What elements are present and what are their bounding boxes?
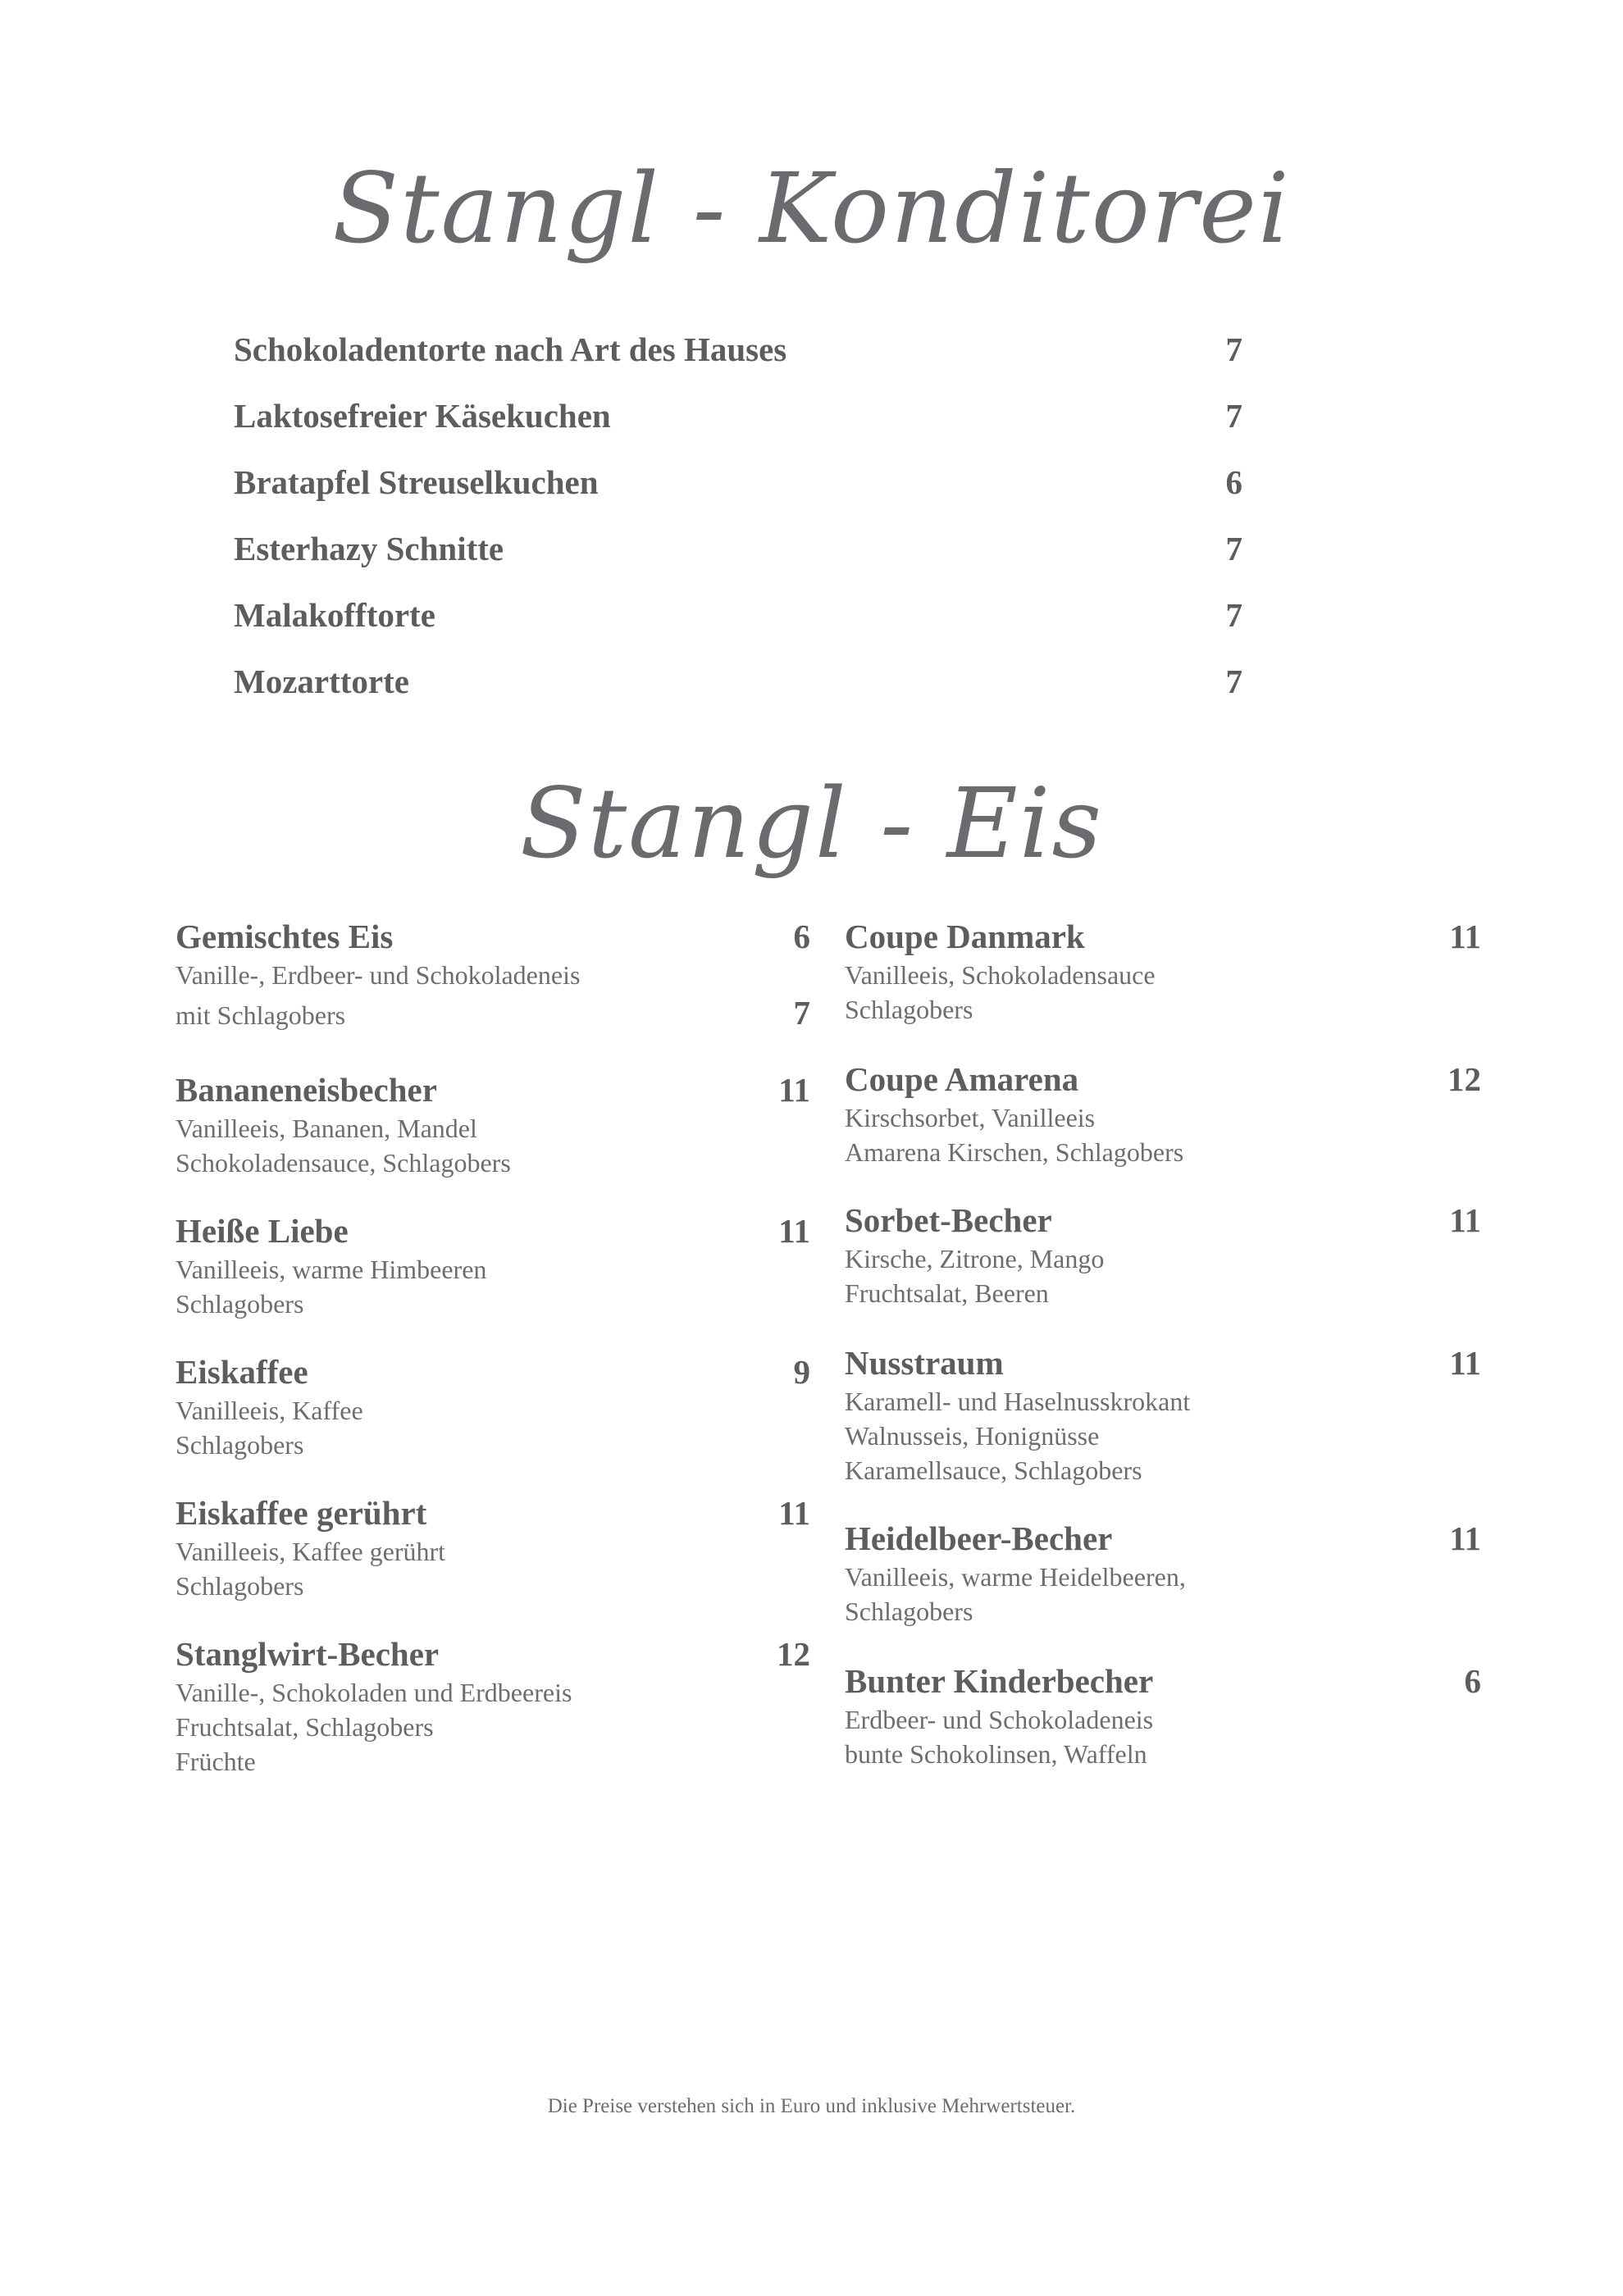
list-item — [845, 1342, 1481, 1517]
item-name: Mozarttorte — [234, 663, 409, 700]
eis-left-column — [176, 915, 810, 1779]
extra-text: mit Schlagobers — [176, 1000, 346, 1030]
item-description: Kirschsorbet, Vanilleeis — [845, 1103, 1096, 1132]
list-item — [176, 1210, 810, 1351]
list-item — [176, 915, 810, 1068]
item-price: 12 — [1447, 1060, 1481, 1098]
item-description: Vanilleeis, Kaffee — [176, 1396, 363, 1425]
item-name: Coupe Danmark — [845, 918, 1085, 955]
item-description: Fruchtsalat, Schlagobers — [176, 1712, 434, 1742]
item-price: 7 — [1225, 596, 1242, 634]
item-price: 11 — [1449, 918, 1481, 955]
list-item — [845, 1199, 1481, 1342]
item-description: Schlagobers — [176, 1430, 304, 1460]
item-description: Vanilleeis, Schokoladensauce — [845, 960, 1156, 990]
item-price: 11 — [1449, 1201, 1481, 1239]
extra-price: 7 — [793, 994, 810, 1032]
item-price: 11 — [1449, 1344, 1481, 1382]
item-price: 11 — [778, 1071, 810, 1109]
konditorei-title: Stangl - Konditorei — [332, 152, 1291, 265]
item-description: Schokoladensauce, Schlagobers — [176, 1148, 511, 1178]
list-item — [176, 1492, 810, 1633]
list-item — [234, 662, 1242, 728]
item-name: Schokoladentorte nach Art des Hauses — [234, 330, 787, 368]
list-item — [176, 1351, 810, 1492]
item-price: 6 — [1464, 1662, 1481, 1700]
item-name: Heiße Liebe — [176, 1212, 349, 1250]
item-price: 7 — [1225, 663, 1242, 700]
item-price: 11 — [1449, 1519, 1481, 1557]
list-item — [176, 1633, 810, 1779]
item-price: 7 — [1225, 530, 1242, 567]
item-price: 7 — [1225, 397, 1242, 435]
list-item — [845, 915, 1481, 1058]
list-item — [234, 462, 1242, 529]
list-item — [234, 529, 1242, 595]
item-price: 11 — [778, 1494, 810, 1532]
item-name: Eiskaffee gerührt — [176, 1494, 427, 1532]
list-item — [845, 1660, 1481, 1771]
item-name: Stanglwirt-Becher — [176, 1635, 440, 1673]
list-item — [234, 396, 1242, 462]
eis-title: Stangl - Eis — [519, 767, 1104, 880]
item-name: Bananeneisbecher — [176, 1071, 437, 1109]
list-item — [234, 595, 1242, 662]
item-description: Karamellsauce, Schlagobers — [845, 1456, 1142, 1485]
item-description: Vanilleeis, Kaffee gerührt — [176, 1537, 446, 1566]
item-price: 7 — [1225, 330, 1242, 368]
item-name: Malakofftorte — [234, 596, 435, 634]
item-name: Laktosefreier Käsekuchen — [234, 397, 611, 435]
item-price: 9 — [793, 1353, 810, 1391]
item-description: Karamell- und Haselnusskrokant — [845, 1387, 1191, 1416]
item-description: Vanille-, Schokoladen und Erdbeereis — [176, 1678, 572, 1707]
item-name: Sorbet-Becher — [845, 1201, 1052, 1239]
item-name: Heidelbeer-Becher — [845, 1519, 1113, 1557]
item-price: 6 — [1225, 463, 1242, 501]
item-description: Kirsche, Zitrone, Mango — [845, 1244, 1105, 1273]
list-item — [845, 1058, 1481, 1199]
item-price: 12 — [777, 1635, 810, 1673]
item-name: Nusstraum — [845, 1344, 1004, 1382]
item-description: Vanille-, Erdbeer- und Schokoladeneis — [176, 960, 581, 990]
item-price: 11 — [778, 1212, 810, 1250]
konditorei-list — [234, 330, 1242, 728]
item-name: Eiskaffee — [176, 1353, 308, 1391]
item-description: Vanilleeis, Bananen, Mandel — [176, 1114, 477, 1143]
item-description: Schlagobers — [845, 1597, 973, 1626]
list-item — [845, 1517, 1481, 1660]
item-description: bunte Schokolinsen, Waffeln — [845, 1739, 1147, 1769]
item-description: Schlagobers — [176, 1571, 304, 1601]
item-name: Bunter Kinderbecher — [845, 1662, 1154, 1700]
item-name: Esterhazy Schnitte — [234, 530, 504, 567]
item-description: Schlagobers — [176, 1289, 304, 1319]
price-note: Die Preise verstehen sich in Euro und inklusive Mehrwertsteuer. — [547, 2095, 1076, 2117]
item-extra — [176, 992, 810, 1036]
item-name: Gemischtes Eis — [176, 918, 394, 955]
item-description: Schlagobers — [845, 995, 973, 1024]
item-name: Bratapfel Streuselkuchen — [234, 463, 599, 501]
item-description: Erdbeer- und Schokoladeneis — [845, 1705, 1154, 1734]
item-description: Amarena Kirschen, Schlagobers — [845, 1137, 1184, 1167]
item-name: Coupe Amarena — [845, 1060, 1079, 1098]
eis-right-column — [845, 915, 1481, 1771]
item-description: Fruchtsalat, Beeren — [845, 1278, 1049, 1308]
item-description: Früchte — [176, 1747, 256, 1776]
list-item — [176, 1068, 810, 1210]
item-description: Vanilleeis, warme Heidelbeeren, — [845, 1562, 1186, 1592]
item-description: Walnusseis, Honignüsse — [845, 1421, 1100, 1451]
item-price: 6 — [793, 918, 810, 955]
list-item — [234, 330, 1242, 396]
item-description: Vanilleeis, warme Himbeeren — [176, 1255, 487, 1284]
